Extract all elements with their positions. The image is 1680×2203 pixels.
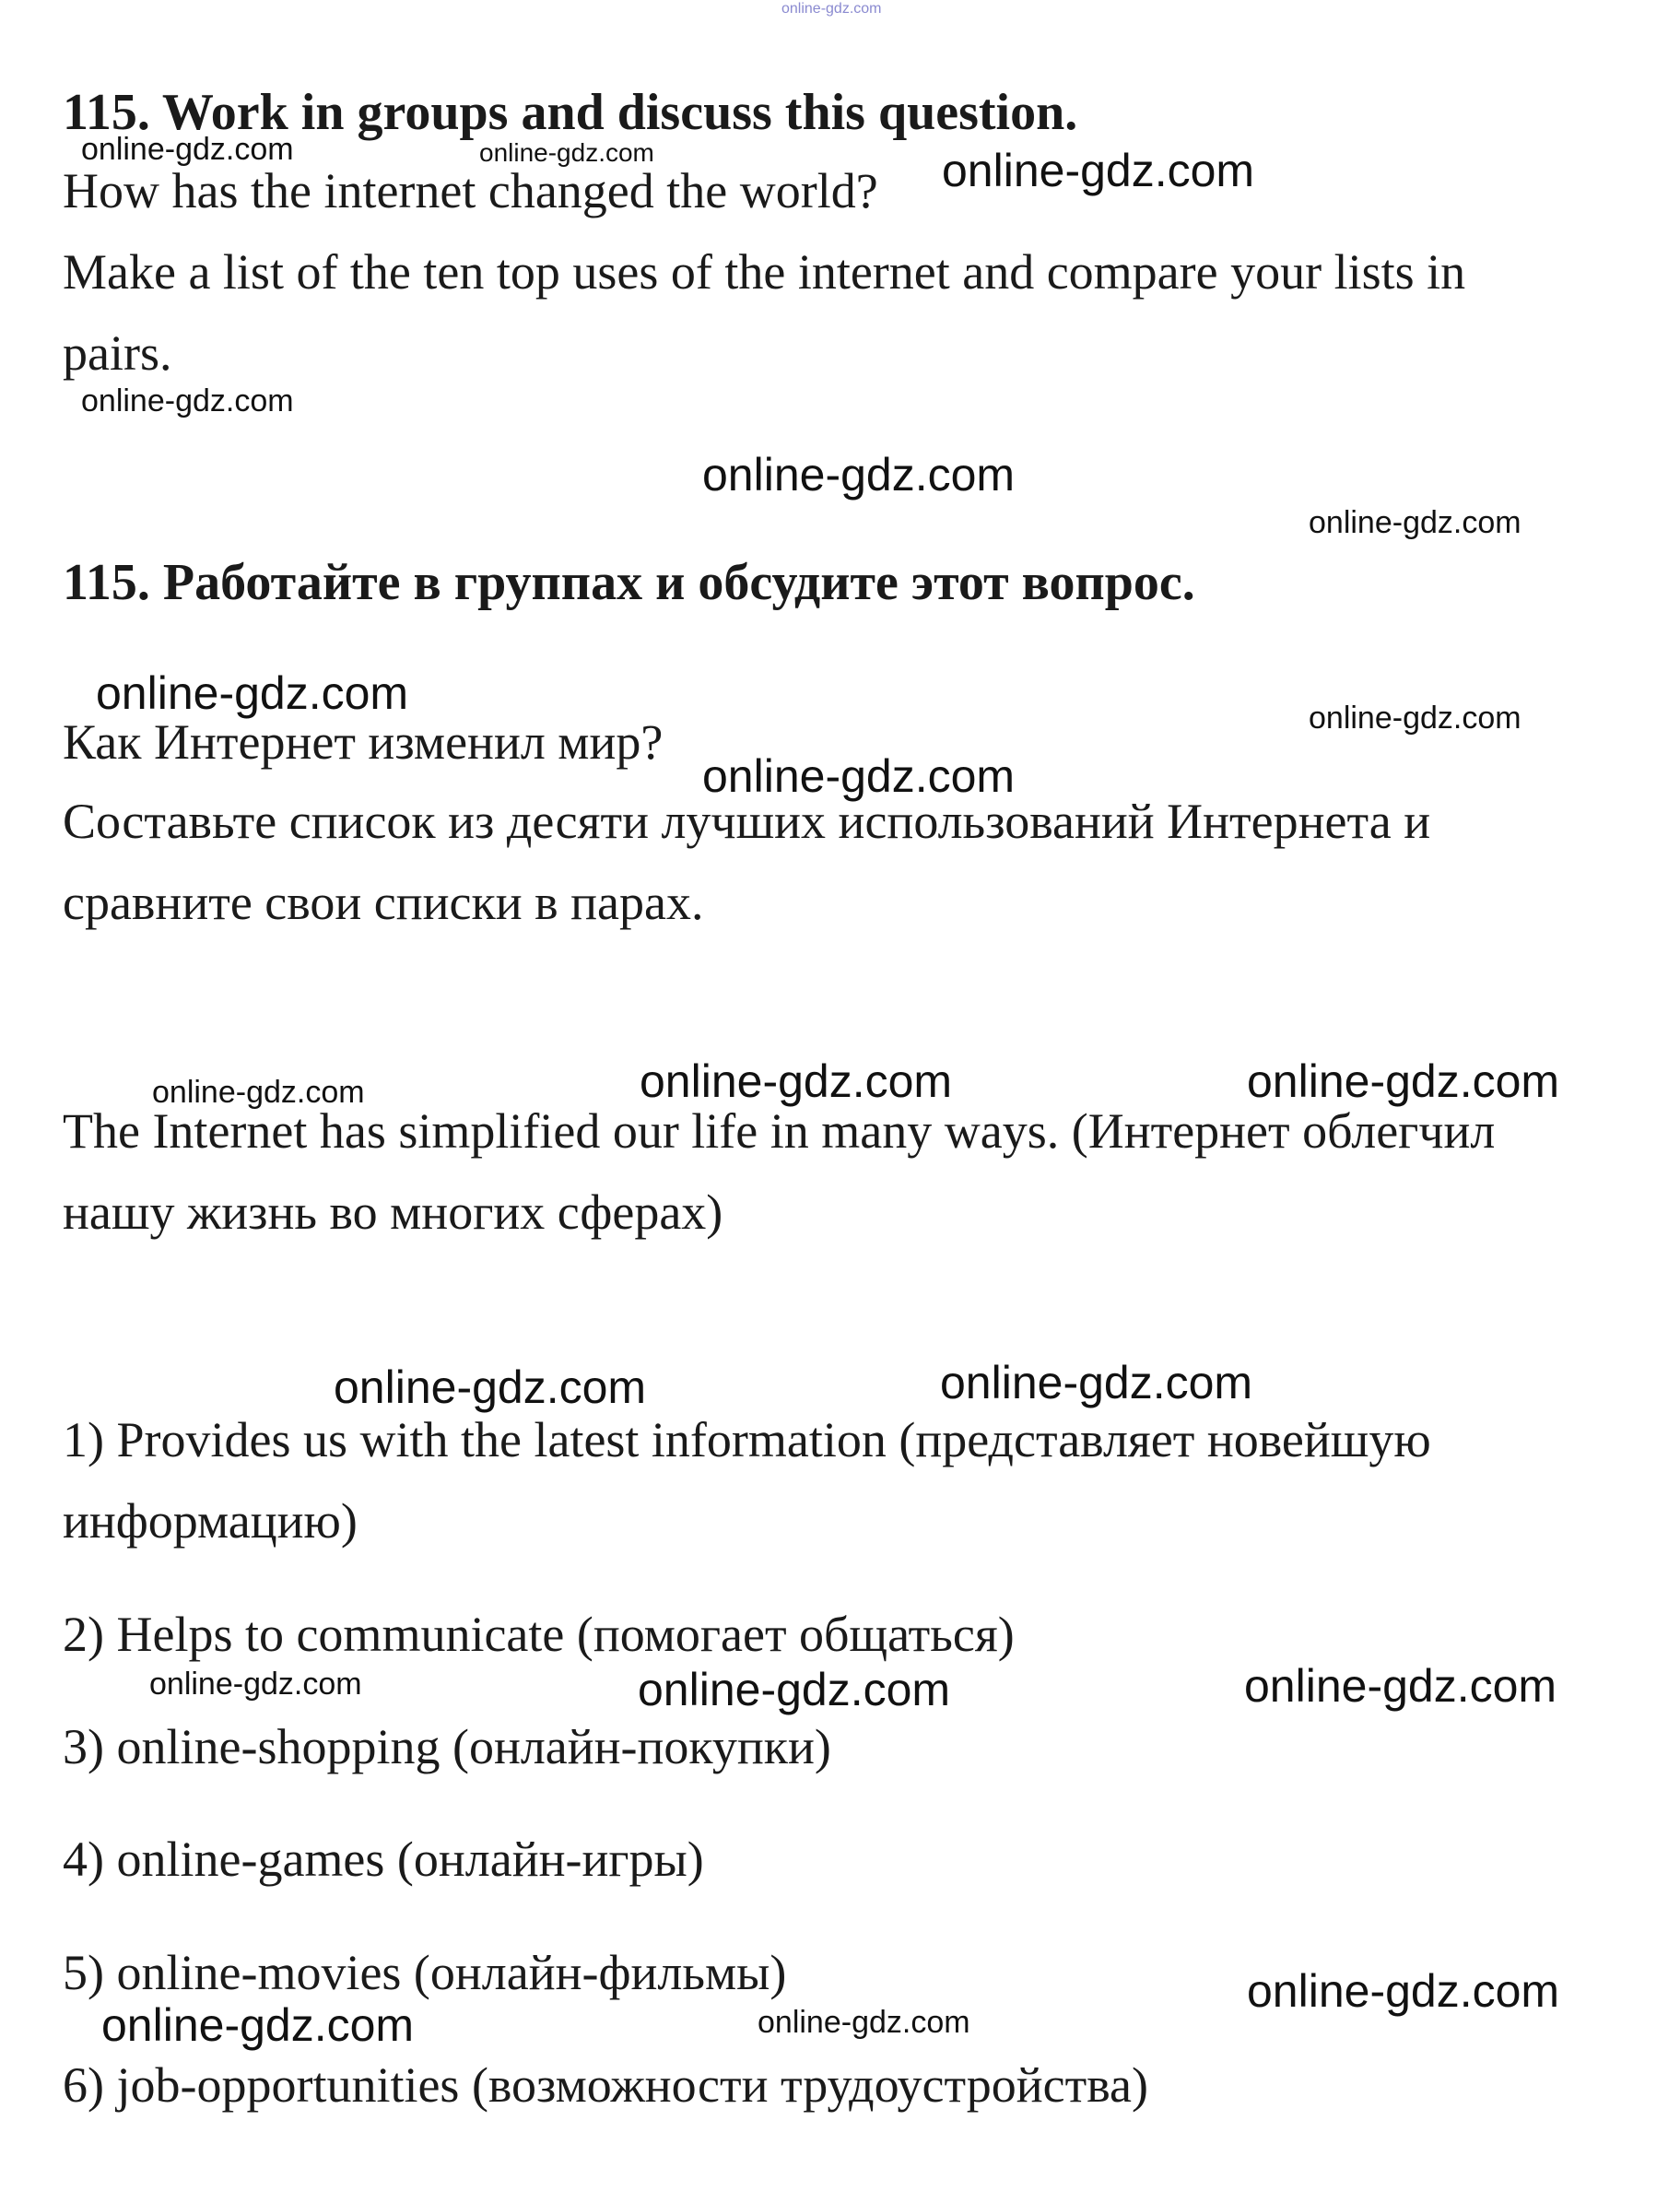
watermark: online-gdz.com <box>942 145 1255 196</box>
watermark: online-gdz.com <box>334 1361 647 1413</box>
watermark: online-gdz.com <box>702 750 1016 802</box>
watermark: online-gdz.com <box>152 1075 365 1110</box>
answer-intro-line1: The Internet has simplified our life in many ways. (Интернет облегчил <box>63 1103 1496 1159</box>
watermark: online-gdz.com <box>96 667 409 719</box>
heading-ru: 115. Работайте в группах и обсудите этот вопрос. <box>63 554 1195 611</box>
watermark: online-gdz.com <box>149 1667 362 1702</box>
watermark: online-gdz.com <box>1244 1660 1557 1712</box>
watermark: online-gdz.com <box>101 1999 415 2051</box>
task-en-line2: pairs. <box>63 325 172 381</box>
watermark: online-gdz.com <box>81 383 294 418</box>
question-en: How has the internet changed the world? <box>63 163 878 218</box>
question-ru: Как Интернет изменил мир? <box>63 714 664 770</box>
list-item-5: 5) online-movies (онлайн-фильмы) <box>63 1945 787 2000</box>
watermark-top: online-gdz.com <box>781 1 882 17</box>
task-ru-line1: Составьте список из десяти лучших использований Интернета и <box>63 794 1431 849</box>
watermark: online-gdz.com <box>1309 701 1521 736</box>
watermark: online-gdz.com <box>702 449 1016 501</box>
heading-en: 115. Work in groups and discuss this question. <box>63 84 1078 141</box>
watermark: online-gdz.com <box>940 1357 1253 1408</box>
list-item-4: 4) online-games (онлайн-игры) <box>63 1832 704 1887</box>
watermark: online-gdz.com <box>81 132 294 167</box>
watermark: online-gdz.com <box>479 138 654 167</box>
watermark: online-gdz.com <box>1309 505 1521 540</box>
list-item-2: 2) Helps to communicate (помогает общаться) <box>63 1607 1015 1662</box>
list-item-3: 3) online-shopping (онлайн-покупки) <box>63 1719 831 1774</box>
watermark: online-gdz.com <box>640 1055 953 1107</box>
list-item-1-line2: информацию) <box>63 1493 358 1549</box>
list-item-1-line1: 1) Provides us with the latest information (представляет новейшую <box>63 1412 1431 1467</box>
task-ru-line2: сравните свои списки в парах. <box>63 875 704 930</box>
watermark: online-gdz.com <box>638 1664 951 1715</box>
watermark: online-gdz.com <box>1247 1965 1560 2017</box>
watermark: online-gdz.com <box>1247 1055 1560 1107</box>
watermark: online-gdz.com <box>758 2005 970 2040</box>
list-item-6: 6) job-opportunities (возможности трудоустройства) <box>63 2057 1148 2113</box>
task-en-line1: Make a list of the ten top uses of the internet and compare your lists in <box>63 244 1466 300</box>
answer-intro-line2: нашу жизнь во многих сферах) <box>63 1184 723 1240</box>
